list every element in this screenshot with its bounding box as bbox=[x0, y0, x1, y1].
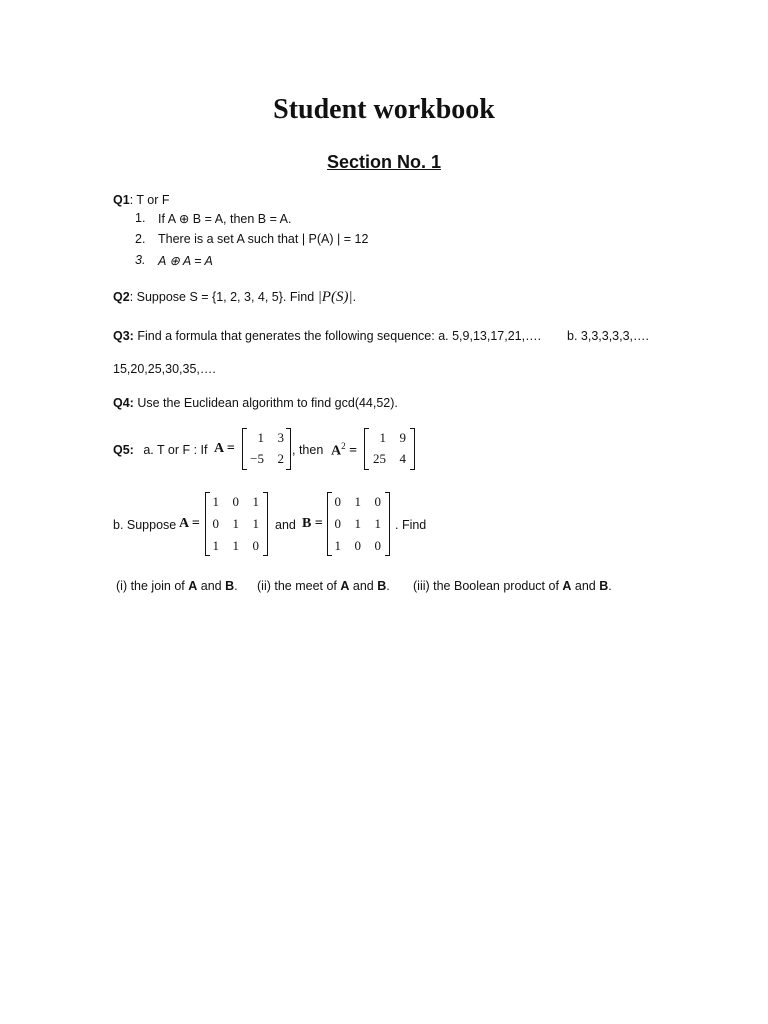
matrix-b-3x3 bbox=[327, 492, 393, 556]
matrix-cell: 1 bbox=[374, 516, 381, 531]
right-bracket bbox=[410, 428, 415, 470]
q5-a-text: a. T or F : If bbox=[143, 443, 208, 457]
matrix-cell: 1 bbox=[232, 516, 239, 531]
q4-text: Use the Euclidean algorithm to find gcd(44,52). bbox=[137, 396, 398, 410]
matrix-A2-name: $A^2$ = bbox=[331, 441, 358, 459]
left-bracket bbox=[242, 428, 247, 470]
matrix-cell: 0 bbox=[334, 516, 341, 531]
q5-find: . Find bbox=[395, 518, 427, 532]
q1-item-number: 2. bbox=[135, 232, 146, 246]
matrix-cell: 0 bbox=[374, 538, 381, 553]
q5-part-iii: (iii) the Boolean product of A and B. bbox=[413, 579, 612, 593]
matrix-cell: 25 bbox=[373, 451, 386, 466]
matrix-cell: 0 bbox=[252, 538, 259, 553]
matrix-cell: 3 bbox=[277, 430, 284, 445]
q2-text: : Suppose S = {1, 2, 3, 4, 5}. Find bbox=[129, 290, 315, 304]
q5-b-text: b. Suppose bbox=[113, 518, 177, 532]
q2-end: . bbox=[352, 290, 357, 304]
matrix-cell: 1 bbox=[252, 494, 259, 509]
q1-item-text: A ⊕ A = A bbox=[158, 254, 213, 268]
matrix-cell: 1 bbox=[252, 516, 259, 531]
q1-item-text: There is a set A such that | P(A) | = 12 bbox=[158, 232, 369, 246]
q2-expression: |P(S)| bbox=[317, 289, 353, 305]
matrix-cell: 1 bbox=[257, 430, 264, 445]
matrix-cell: 0 bbox=[334, 494, 341, 509]
q1-prompt: : T or F bbox=[129, 193, 170, 207]
matrix-cell: 0 bbox=[212, 516, 219, 531]
matrix-cell: 0 bbox=[354, 538, 361, 553]
right-bracket bbox=[385, 492, 390, 556]
matrix-cell: 0 bbox=[232, 494, 239, 509]
matrix-cell: 1 bbox=[379, 430, 386, 445]
q2-label: Q2 bbox=[113, 290, 130, 304]
q1-item-3 bbox=[135, 253, 213, 268]
matrix-cell: 0 bbox=[374, 494, 381, 509]
q5-part-ii: (ii) the meet of A and B. bbox=[257, 579, 390, 593]
q4-line bbox=[113, 396, 398, 410]
matrix-cell: 1 bbox=[354, 494, 361, 509]
matrix-cell: 4 bbox=[399, 451, 406, 466]
section-heading: Section No. 1 bbox=[326, 152, 442, 172]
document-title: Student workbook bbox=[273, 94, 495, 125]
matrix-a-2x2 bbox=[242, 428, 292, 470]
q1-label: Q1 bbox=[113, 193, 130, 207]
q3-line bbox=[113, 329, 541, 343]
right-bracket bbox=[286, 428, 291, 470]
q1-item-2 bbox=[135, 232, 369, 246]
q5-label: Q5: bbox=[113, 443, 134, 457]
matrix-cell: 1 bbox=[212, 494, 219, 509]
left-bracket bbox=[205, 492, 210, 556]
matrix-cell: 9 bbox=[399, 430, 406, 445]
matrix-cell: −5 bbox=[250, 451, 264, 466]
matrix-cell: 1 bbox=[354, 516, 361, 531]
matrix-cell: 1 bbox=[232, 538, 239, 553]
left-bracket bbox=[327, 492, 332, 556]
matrix-A-name: A = bbox=[214, 441, 235, 456]
q5-part-i: (i) the join of A and B. bbox=[116, 579, 238, 593]
q1-item-number: 1. bbox=[135, 211, 146, 225]
matrix-A-name: A = bbox=[179, 516, 200, 531]
q3-part-c: 15,20,25,30,35,…. bbox=[113, 362, 216, 376]
matrix-a-squared bbox=[364, 428, 416, 470]
q5-line-a bbox=[113, 443, 207, 457]
q4-label: Q4: bbox=[113, 396, 134, 410]
q1-item-1 bbox=[135, 211, 292, 226]
matrix-cell: 1 bbox=[334, 538, 341, 553]
matrix-cell: 2 bbox=[277, 451, 284, 466]
q1-item-number: 3. bbox=[135, 253, 146, 267]
q5-then: , then bbox=[292, 443, 324, 457]
q5-and: and bbox=[275, 518, 296, 532]
matrix-a-3x3 bbox=[205, 492, 271, 556]
q3-part-b: b. 3,3,3,3,3,…. bbox=[567, 329, 649, 343]
matrix-cell: 1 bbox=[212, 538, 219, 553]
matrix-B-name: B = bbox=[302, 516, 323, 531]
q1-item-text: If A ⊕ B = A, then B = A. bbox=[158, 212, 292, 226]
q3-text: Find a formula that generates the following sequence: a. 5,9,13,17,21,…. bbox=[137, 329, 542, 343]
q1-heading bbox=[113, 193, 170, 207]
q3-label: Q3: bbox=[113, 329, 134, 343]
q2-line bbox=[113, 289, 356, 306]
right-bracket bbox=[263, 492, 268, 556]
